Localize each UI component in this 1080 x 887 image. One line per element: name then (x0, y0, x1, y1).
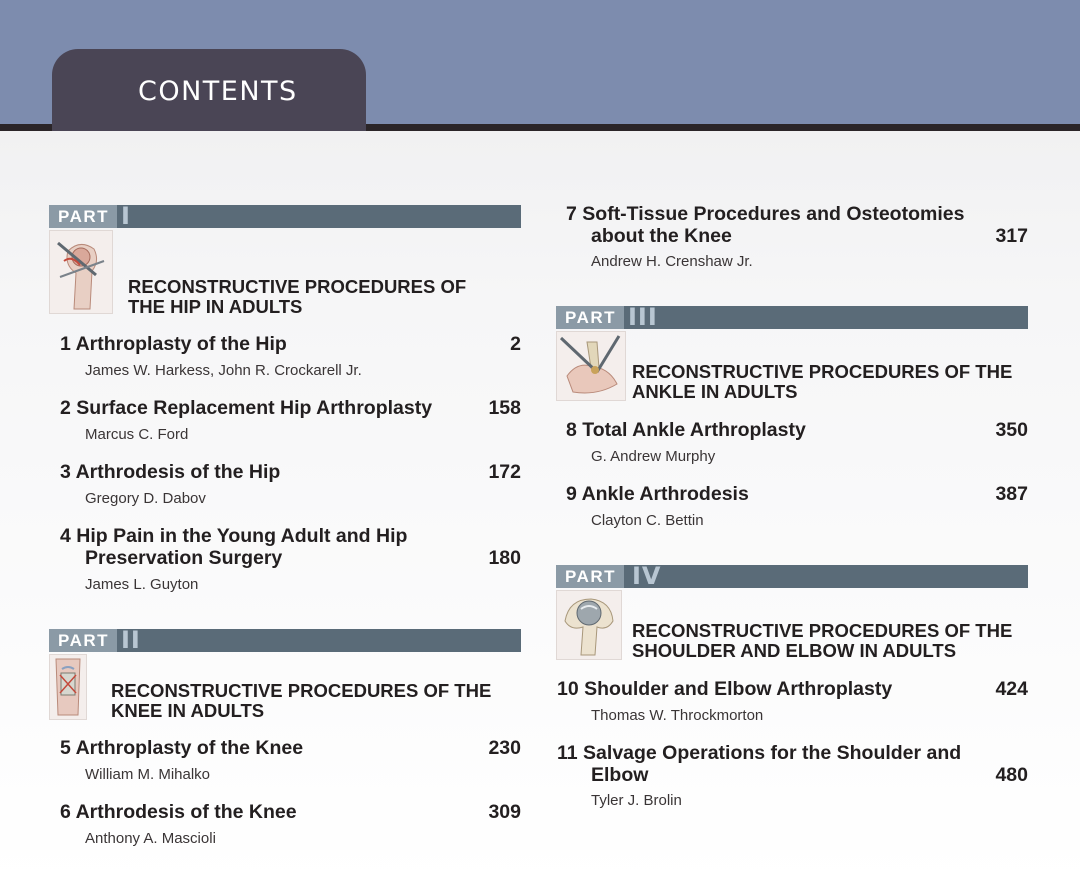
part-numeral: III (628, 303, 658, 331)
chapter-title-text: Arthrodesis of the Knee (75, 801, 297, 823)
chapter-number: 4 (60, 525, 71, 547)
chapter-title-5[interactable] (60, 737, 303, 759)
part-label: PART (49, 205, 117, 228)
hip-illustration-icon (49, 230, 113, 314)
chapter-title-7[interactable] (566, 203, 964, 225)
chapter-number: 11 (557, 742, 578, 764)
chapter-page-9[interactable]: 387 (995, 483, 1028, 505)
chapter-author: Marcus C. Ford (85, 426, 189, 443)
chapter-author: Thomas W. Throckmorton (591, 707, 764, 724)
part-header-3 (556, 303, 1028, 331)
chapter-page-11[interactable]: 480 (995, 764, 1028, 786)
chapter-title-text: Shoulder and Elbow Arthroplasty (584, 678, 893, 700)
part-title-line: ANKLE IN ADULTS (632, 381, 798, 402)
ankle-illustration-icon (556, 331, 626, 401)
part-label: PART (556, 565, 624, 588)
chapter-title-text: Total Ankle Arthroplasty (582, 419, 806, 441)
chapter-author: Clayton C. Bettin (591, 512, 704, 529)
chapter-author: James W. Harkess, John R. Crockarell Jr. (85, 362, 362, 379)
chapter-number: 6 (60, 801, 71, 823)
part-numeral: II (121, 626, 141, 654)
part-title-3 (632, 362, 1012, 402)
part-title-2 (111, 681, 491, 721)
part-title-4 (632, 621, 1012, 661)
chapter-title-text: Soft-Tissue Procedures and Osteotomies (582, 203, 965, 225)
chapter-title-9[interactable] (566, 483, 749, 505)
chapter-number: 3 (60, 461, 71, 483)
chapter-number: 10 (557, 678, 579, 700)
chapter-title-7-line2[interactable]: about the Knee (591, 225, 732, 247)
chapter-number: 2 (60, 397, 71, 419)
part-title-line: RECONSTRUCTIVE PROCEDURES OF THE (111, 680, 492, 701)
chapter-page-5[interactable]: 230 (488, 737, 521, 759)
chapter-title-4[interactable] (60, 525, 407, 547)
chapter-number: 5 (60, 737, 71, 759)
chapter-number: 8 (566, 419, 577, 441)
chapter-author: Andrew H. Crenshaw Jr. (591, 253, 753, 270)
chapter-author: Tyler J. Brolin (591, 792, 682, 809)
page-title: CONTENTS (138, 76, 298, 107)
chapter-author: William M. Mihalko (85, 766, 211, 783)
chapter-title-3[interactable] (60, 461, 280, 483)
chapter-title-text: Arthroplasty of the Hip (75, 333, 287, 355)
chapter-title-text: Surface Replacement Hip Arthroplasty (76, 397, 433, 419)
chapter-title-text: Hip Pain in the Young Adult and Hip (76, 525, 408, 547)
chapter-title-11-line2[interactable]: Elbow (591, 764, 649, 786)
chapter-number: 7 (566, 203, 577, 225)
chapter-title-text: Arthrodesis of the Hip (75, 461, 281, 483)
chapter-title-text: Ankle Arthrodesis (581, 483, 749, 505)
chapter-title-text: Arthroplasty of the Knee (75, 737, 304, 759)
chapter-author: G. Andrew Murphy (591, 448, 716, 465)
part-title-line: KNEE IN ADULTS (111, 700, 265, 721)
part-title-line: RECONSTRUCTIVE PROCEDURES OF (128, 276, 467, 297)
chapter-page-3[interactable]: 172 (488, 461, 521, 483)
part-numeral: IV (632, 562, 662, 590)
chapter-page-6[interactable]: 309 (488, 801, 521, 823)
chapter-author: Gregory D. Dabov (85, 490, 206, 507)
part-title-line: RECONSTRUCTIVE PROCEDURES OF THE (632, 620, 1013, 641)
chapter-page-7[interactable]: 317 (995, 225, 1028, 247)
chapter-title-11[interactable] (557, 742, 961, 764)
shoulder-illustration-icon (556, 590, 622, 660)
chapter-page-10[interactable]: 424 (995, 678, 1028, 700)
chapter-author: Anthony A. Mascioli (85, 830, 216, 847)
part-label: PART (556, 306, 624, 329)
part-label: PART (49, 629, 117, 652)
chapter-title-8[interactable] (566, 419, 806, 441)
chapter-page-8[interactable]: 350 (995, 419, 1028, 441)
chapter-title-10[interactable] (557, 678, 892, 700)
chapter-title-1[interactable] (60, 333, 287, 355)
chapter-title-text: Salvage Operations for the Shoulder and (583, 742, 962, 764)
part-title-line: SHOULDER AND ELBOW IN ADULTS (632, 640, 957, 661)
part-title-line: THE HIP IN ADULTS (128, 296, 303, 317)
chapter-page-4[interactable]: 180 (488, 547, 521, 569)
chapter-number: 9 (566, 483, 577, 505)
chapter-page-1[interactable]: 2 (510, 333, 521, 355)
chapter-title-4-line2[interactable]: Preservation Surgery (85, 547, 283, 569)
chapter-page-2[interactable]: 158 (488, 397, 521, 419)
part-header-1 (49, 202, 521, 230)
part-title-1 (128, 277, 466, 317)
chapter-title-6[interactable] (60, 801, 297, 823)
part-header-4 (556, 562, 1028, 590)
chapter-title-2[interactable] (60, 397, 432, 419)
part-numeral: I (121, 202, 131, 230)
chapter-number: 1 (60, 333, 71, 355)
chapter-author: James L. Guyton (85, 576, 199, 593)
part-title-line: RECONSTRUCTIVE PROCEDURES OF THE (632, 361, 1013, 382)
part-header-2 (49, 626, 521, 654)
knee-illustration-icon (49, 654, 87, 720)
